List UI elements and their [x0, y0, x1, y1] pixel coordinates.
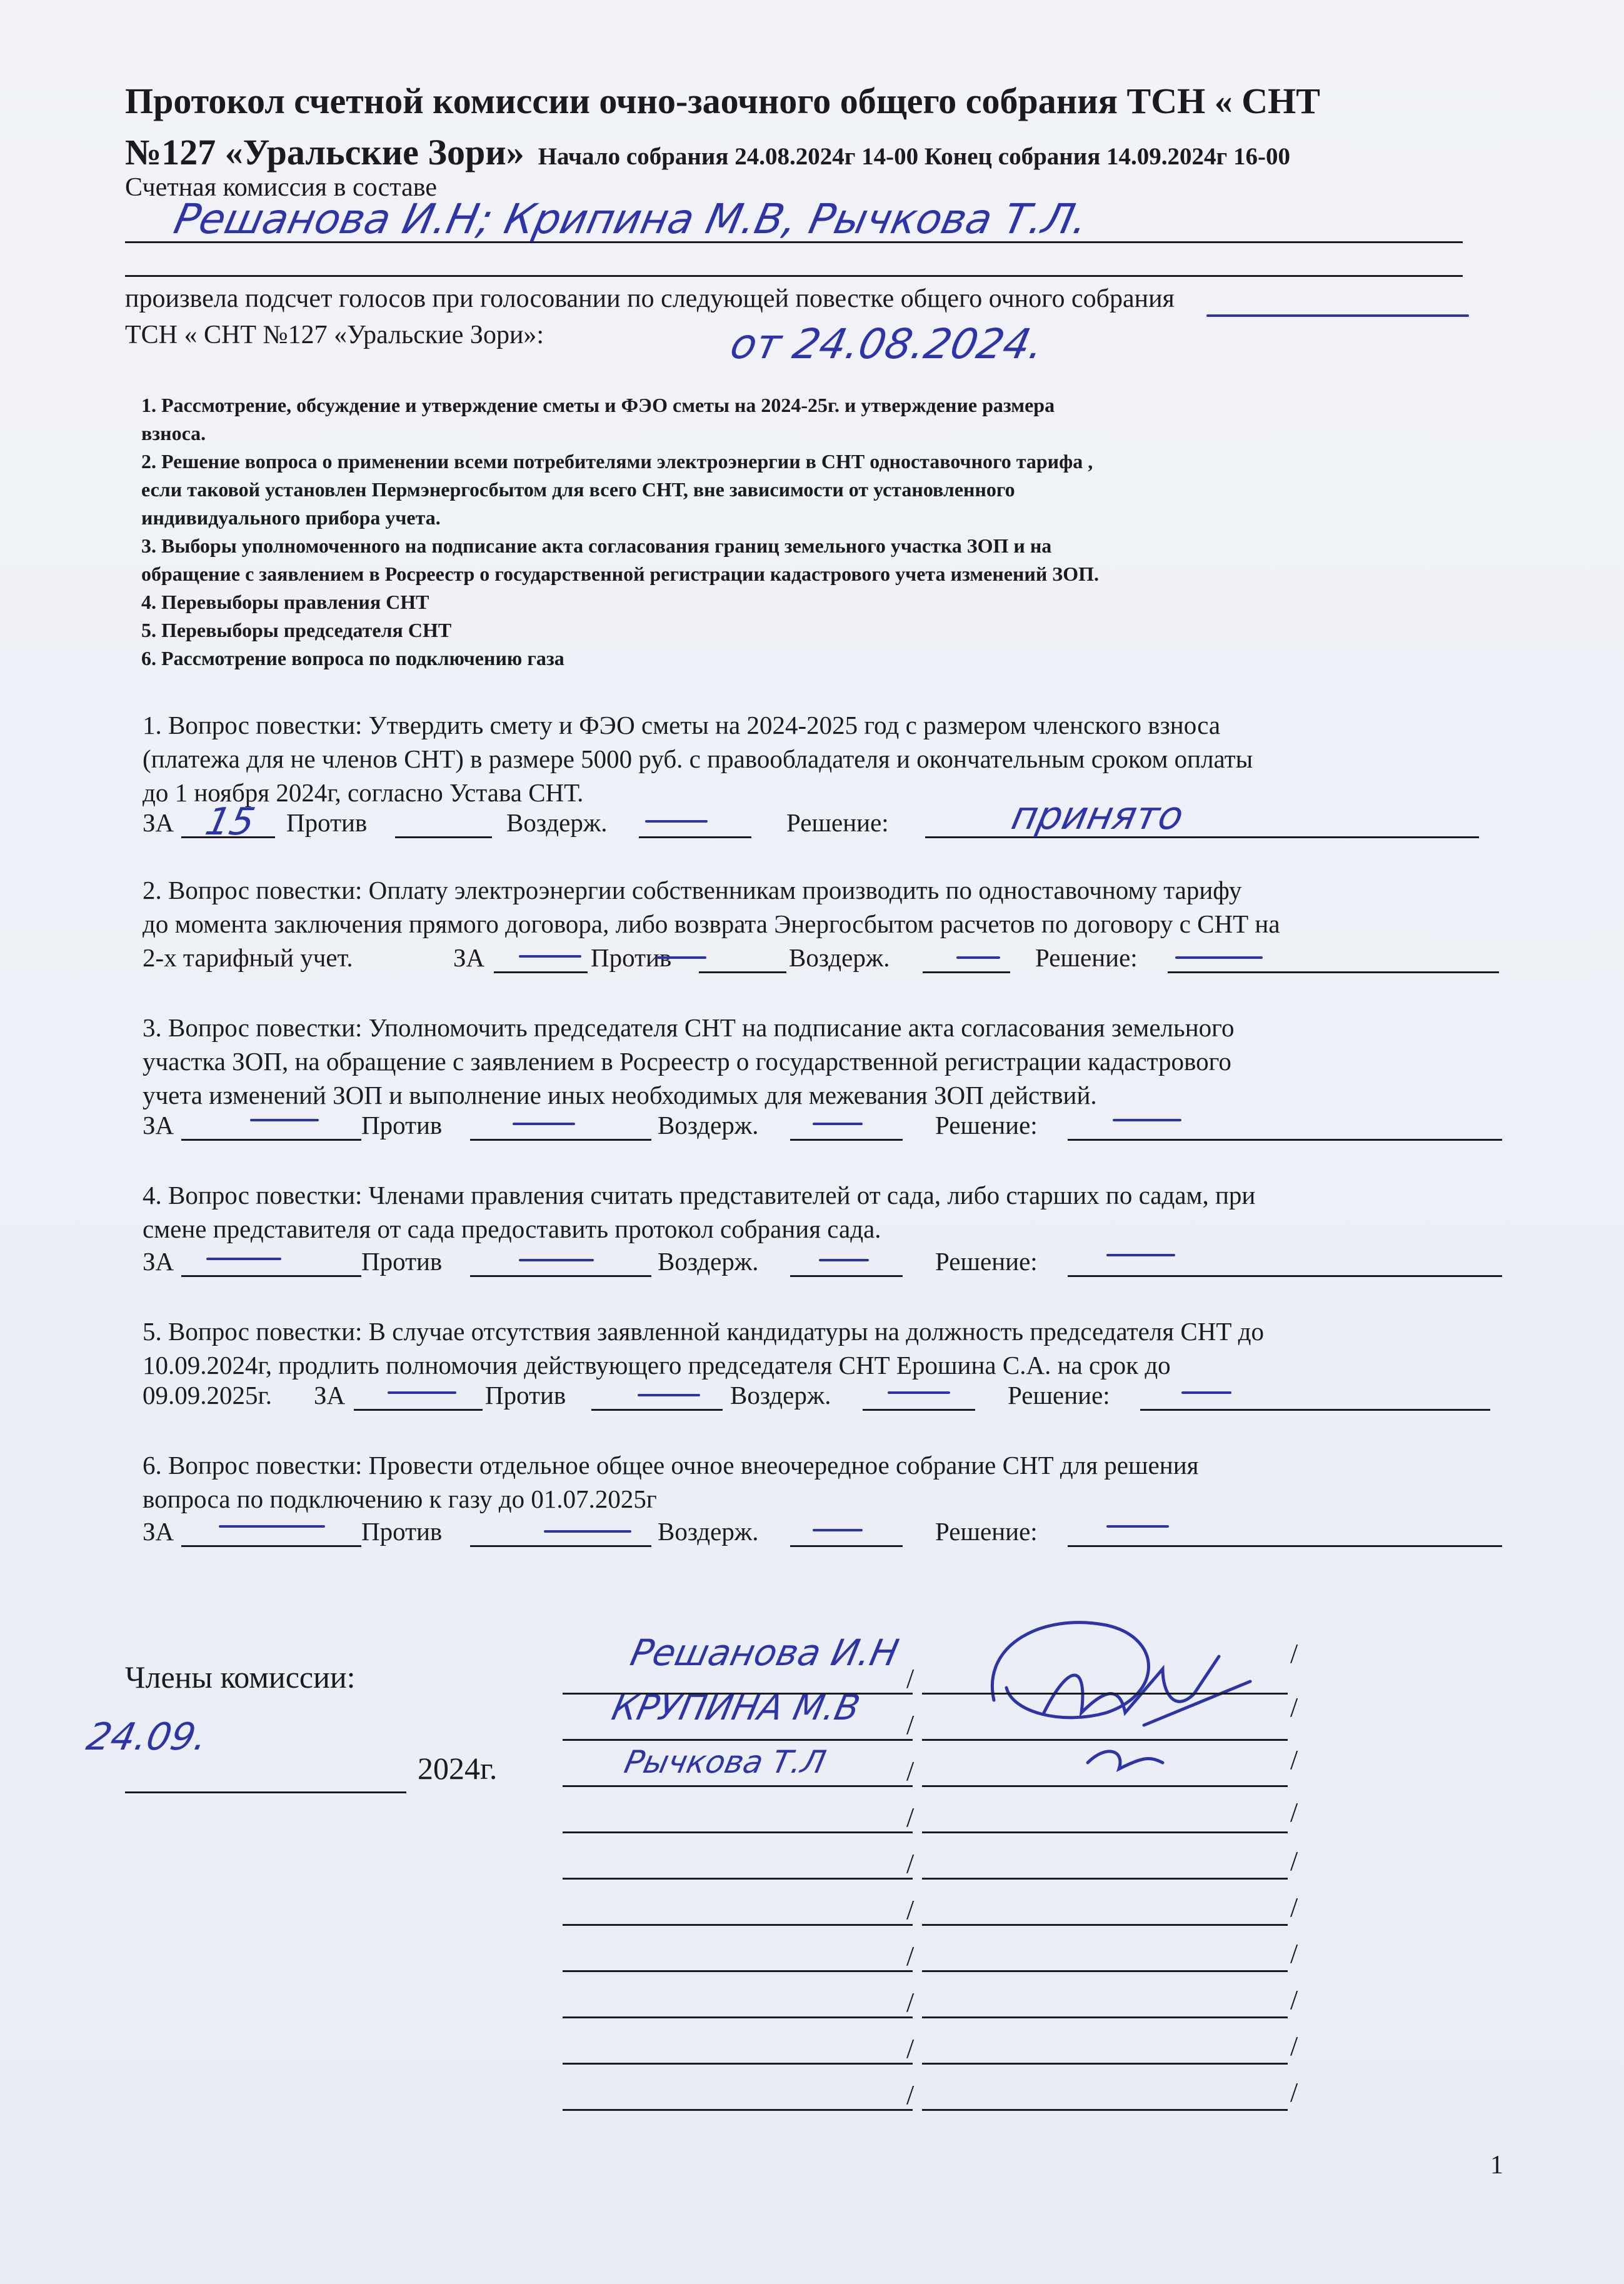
q6-za-label: ЗА [143, 1517, 174, 1546]
q4-protiv-line [470, 1275, 651, 1277]
sign-name-line [563, 1924, 913, 1926]
signature-initials [1088, 1751, 1163, 1769]
q4-protiv-label: Против [361, 1247, 443, 1276]
agenda-line: если таковой установлен Пермэнергосбытом для всего СНТ, вне зависимости от установленного [141, 478, 1015, 501]
agenda-line: индивидуального прибора учета. [141, 506, 441, 529]
q5-protiv-dash [638, 1394, 700, 1396]
q6-za-line [181, 1545, 361, 1547]
org-text: ТСН « СНТ №127 «Уральские Зори»: [125, 321, 544, 349]
question-1-line: (платежа для не членов СНТ) в размере 5000 руб. с правообладателя и окончательным сроком оплаты [143, 744, 1253, 773]
q4-protiv-dash [519, 1259, 594, 1261]
q5-za-dash [388, 1391, 456, 1394]
q2-za-dash [519, 955, 581, 958]
q1-reshenie-handwritten: принято [1008, 793, 1188, 838]
sign-slash: / [1290, 2077, 1298, 2108]
q1-vozderzh-dash [645, 820, 708, 823]
sign-signature-line [922, 1831, 1288, 1833]
q4-reshenie-label: Решение: [935, 1247, 1038, 1276]
q4-vozderzh-dash [819, 1259, 869, 1261]
sign-signature-line [922, 1693, 1288, 1695]
sign-slash: / [906, 1756, 915, 1786]
q2-protiv-dash [656, 956, 706, 959]
q6-vozderzh-dash [813, 1529, 863, 1531]
agenda-line: взноса. [141, 422, 206, 444]
q3-vozderzh-dash [813, 1123, 863, 1125]
sign-signature-line [922, 1924, 1288, 1926]
q1-vozderzh-label: Воздерж. [506, 808, 608, 837]
agenda-line: 1. Рассмотрение, обсуждение и утверждение сметы и ФЭО сметы на 2024-25г. и утверждение размера [141, 394, 1055, 416]
question-5-line: 5. Вопрос повестки: В случае отсутствия заявленной кандидатуры на должность председателя СНТ до [143, 1317, 1264, 1346]
q1-za-handwritten: 15 [201, 800, 259, 844]
sign-name-line [563, 1785, 913, 1787]
agenda-line: 6. Рассмотрение вопроса по подключению газа [141, 647, 564, 669]
sign-slash: / [906, 1848, 915, 1879]
sign-signature-line [922, 1970, 1288, 1972]
question-4-line: 4. Вопрос повестки: Членами правления считать представителей от сада, либо старших по садам, при [143, 1181, 1256, 1210]
agenda-line: 4. Перевыборы правления СНТ [141, 591, 429, 613]
sign-slash: / [1290, 1692, 1298, 1723]
sign-slash: / [906, 1941, 915, 1971]
question-5-line: 10.09.2024г, продлить полномочия действующего председателя СНТ Ерошина С.А. на срок до [143, 1351, 1171, 1380]
sign-year: 2024г. [418, 1751, 498, 1786]
sign-signature-line [922, 1878, 1288, 1880]
q5-reshenie-line [1140, 1409, 1490, 1411]
q2-vozderzh-label: Воздерж. [789, 943, 890, 972]
q4-reshenie-line [1068, 1275, 1502, 1277]
sign-slash: / [906, 2033, 915, 2064]
q3-vozderzh-label: Воздерж. [658, 1111, 759, 1139]
q6-vozderzh-label: Воздерж. [658, 1517, 759, 1546]
q6-reshenie-line [1068, 1545, 1502, 1547]
question-2-line: до момента заключения прямого договора, либо возврата Энергосбытом расчетов по договору с СНТ на [143, 909, 1280, 938]
q1-vozderzh-line [639, 836, 751, 838]
q5-vozderzh-line [863, 1409, 975, 1411]
sign-signature-line [922, 1739, 1288, 1741]
conducted-text: произвела подсчет голосов при голосовании по следующей повестке общего очного собрания [125, 284, 1175, 313]
document-title-line1: Протокол счетной комиссии очно-заочного общего собрания ТСН « СНТ [125, 81, 1320, 121]
sign-slash: / [1290, 1745, 1298, 1775]
question-1-line: до 1 ноября 2024г, согласно Устава СНТ. [143, 778, 584, 807]
q5-protiv-line [591, 1409, 723, 1411]
q4-za-line [181, 1275, 361, 1277]
question-1-line: 1. Вопрос повестки: Утвердить смету и ФЭО сметы на 2024-2025 год с размером членского взноса [143, 711, 1221, 739]
sign-signature-line [922, 2109, 1288, 2111]
question-5-lead: 09.09.2025г. [143, 1381, 272, 1410]
agenda-line: 5. Перевыборы председателя СНТ [141, 619, 452, 641]
q5-za-label: ЗА [314, 1381, 346, 1410]
q2-za-label: ЗА [453, 943, 485, 972]
commission-label: Счетная комиссия в составе [125, 173, 438, 202]
q3-reshenie-label: Решение: [935, 1111, 1038, 1139]
handwritten-members: Решанова И.Н; Крипина М.В, Рычкова Т.Л. [169, 195, 1093, 243]
q1-za-label: ЗА [143, 808, 174, 837]
handwritten-signature-graphic [956, 1588, 1281, 1794]
q6-za-dash [219, 1525, 325, 1528]
q1-reshenie-label: Решение: [786, 808, 889, 837]
q4-reshenie-dash [1106, 1254, 1175, 1256]
sign-date-line [125, 1791, 406, 1793]
q2-vozderzh-line [923, 971, 1010, 973]
q2-reshenie-dash [1175, 956, 1263, 959]
question-2-line: 2. Вопрос повестки: Оплату электроэнергии собственникам производить по одноставочному тарифу [143, 876, 1242, 904]
sign-slash: / [1290, 1797, 1298, 1828]
q6-vozderzh-line [790, 1545, 903, 1547]
question-6-line: 6. Вопрос повестки: Провести отдельное общее очное внеочередное собрание СНТ для решения [143, 1451, 1199, 1480]
q6-protiv-label: Против [361, 1517, 443, 1546]
q3-protiv-label: Против [361, 1111, 443, 1139]
q5-reshenie-dash [1181, 1391, 1231, 1394]
question-6-line: вопроса по подключению к газу до 01.07.2025г [143, 1485, 657, 1513]
sign-slash: / [1290, 1846, 1298, 1876]
commission-members-label: Члены комиссии: [125, 1660, 356, 1695]
sign-name-line [563, 2109, 913, 2111]
q3-protiv-dash [513, 1123, 575, 1125]
sign-slash: / [906, 1895, 915, 1925]
members-line-2 [125, 275, 1463, 277]
q2-reshenie-line [1168, 971, 1499, 973]
sign-signature-line [922, 2016, 1288, 2018]
q4-za-label: ЗА [143, 1247, 174, 1276]
q3-reshenie-line [1068, 1139, 1502, 1141]
sign-name-line [563, 1693, 913, 1695]
q4-vozderzh-line [790, 1275, 903, 1277]
member-name-handwritten: КРУПИНА М.В [608, 1688, 864, 1728]
sign-name-line [563, 1831, 913, 1833]
org-name: №127 «Уральские Зори» [125, 132, 524, 173]
question-3-line: участка ЗОП, на обращение с заявлением в Росреестр о государственной регистрации кадастрового [143, 1047, 1231, 1076]
sign-signature-line [922, 1785, 1288, 1787]
agenda-line: 3. Выборы уполномоченного на подписание акта согласования границ земельного участка ЗОП и на [141, 534, 1052, 557]
q3-za-dash [250, 1119, 319, 1121]
sign-slash: / [906, 1663, 915, 1694]
q2-reshenie-label: Решение: [1035, 943, 1138, 972]
q4-za-dash [206, 1258, 281, 1260]
signature-loop [992, 1623, 1148, 1718]
sign-slash: / [1290, 1892, 1298, 1923]
q3-za-line [181, 1139, 361, 1141]
q6-reshenie-label: Решение: [935, 1517, 1038, 1546]
sign-name-line [563, 1739, 913, 1741]
question-2-lead: 2-х тарифный учет. [143, 943, 353, 972]
question-3-line: учета изменений ЗОП и выполнение иных необходимых для межевания ЗОП действий. [143, 1081, 1097, 1109]
sign-slash: / [906, 1710, 915, 1740]
q4-vozderzh-label: Воздерж. [658, 1247, 759, 1276]
sign-slash: / [1290, 1938, 1298, 1969]
q2-protiv-line [699, 971, 786, 973]
handwritten-meeting-date: от 24.08.2024. [726, 320, 1048, 368]
member-name-handwritten: Рычкова Т.Л [621, 1744, 830, 1780]
q5-za-line [354, 1409, 483, 1411]
q3-protiv-line [470, 1139, 651, 1141]
sign-signature-line [922, 2063, 1288, 2065]
handwritten-sign-date: 24.09. [83, 1715, 212, 1759]
sign-slash: / [906, 1987, 915, 2018]
q3-vozderzh-line [790, 1139, 903, 1141]
signature-strokes [992, 1623, 1250, 1769]
q6-protiv-line [470, 1545, 651, 1547]
question-3-line: 3. Вопрос повестки: Уполномочить председателя СНТ на подписание акта согласования земельного [143, 1013, 1235, 1042]
q3-za-label: ЗА [143, 1111, 174, 1139]
q5-reshenie-label: Решение: [1008, 1381, 1110, 1410]
document-title-line2 [125, 131, 1290, 173]
q2-protiv-label: Против [591, 943, 672, 972]
sign-slash: / [1290, 1638, 1298, 1669]
q5-vozderzh-label: Воздерж. [730, 1381, 831, 1410]
question-4-line: смене представителя от сада предоставить протокол собрания сада. [143, 1215, 881, 1243]
q3-reshenie-dash [1113, 1119, 1181, 1121]
sign-name-line [563, 2016, 913, 2018]
sign-slash: / [906, 1802, 915, 1833]
underline-mark [1206, 314, 1469, 317]
sign-slash: / [906, 2080, 915, 2110]
q1-protiv-label: Против [286, 808, 368, 837]
sign-slash: / [1290, 1985, 1298, 2015]
q1-protiv-line [395, 836, 492, 838]
q6-reshenie-dash [1106, 1525, 1169, 1528]
sign-slash: / [1290, 2031, 1298, 2061]
q2-za-line [494, 971, 588, 973]
q2-vozderzh-dash [956, 956, 1000, 959]
q5-protiv-label: Против [485, 1381, 566, 1410]
q6-protiv-dash [544, 1530, 631, 1533]
sign-name-line [563, 1970, 913, 1972]
agenda-line: 2. Решение вопроса о применении всеми потребителями электроэнергии в СНТ одноставочного тарифа , [141, 450, 1093, 473]
page-number: 1 [1490, 2151, 1503, 2180]
sign-name-line [563, 2063, 913, 2065]
meeting-dates: Начало собрания 24.08.2024г 14-00 Конец собрания 14.09.2024г 16-00 [538, 143, 1290, 170]
q5-vozderzh-dash [888, 1391, 950, 1394]
member-name-handwritten: Решанова И.Н [626, 1631, 903, 1674]
agenda-line: обращение с заявлением в Росреестр о государственной регистрации кадастрового учета изменений ЗОП. [141, 563, 1099, 585]
sign-name-line [563, 1878, 913, 1880]
